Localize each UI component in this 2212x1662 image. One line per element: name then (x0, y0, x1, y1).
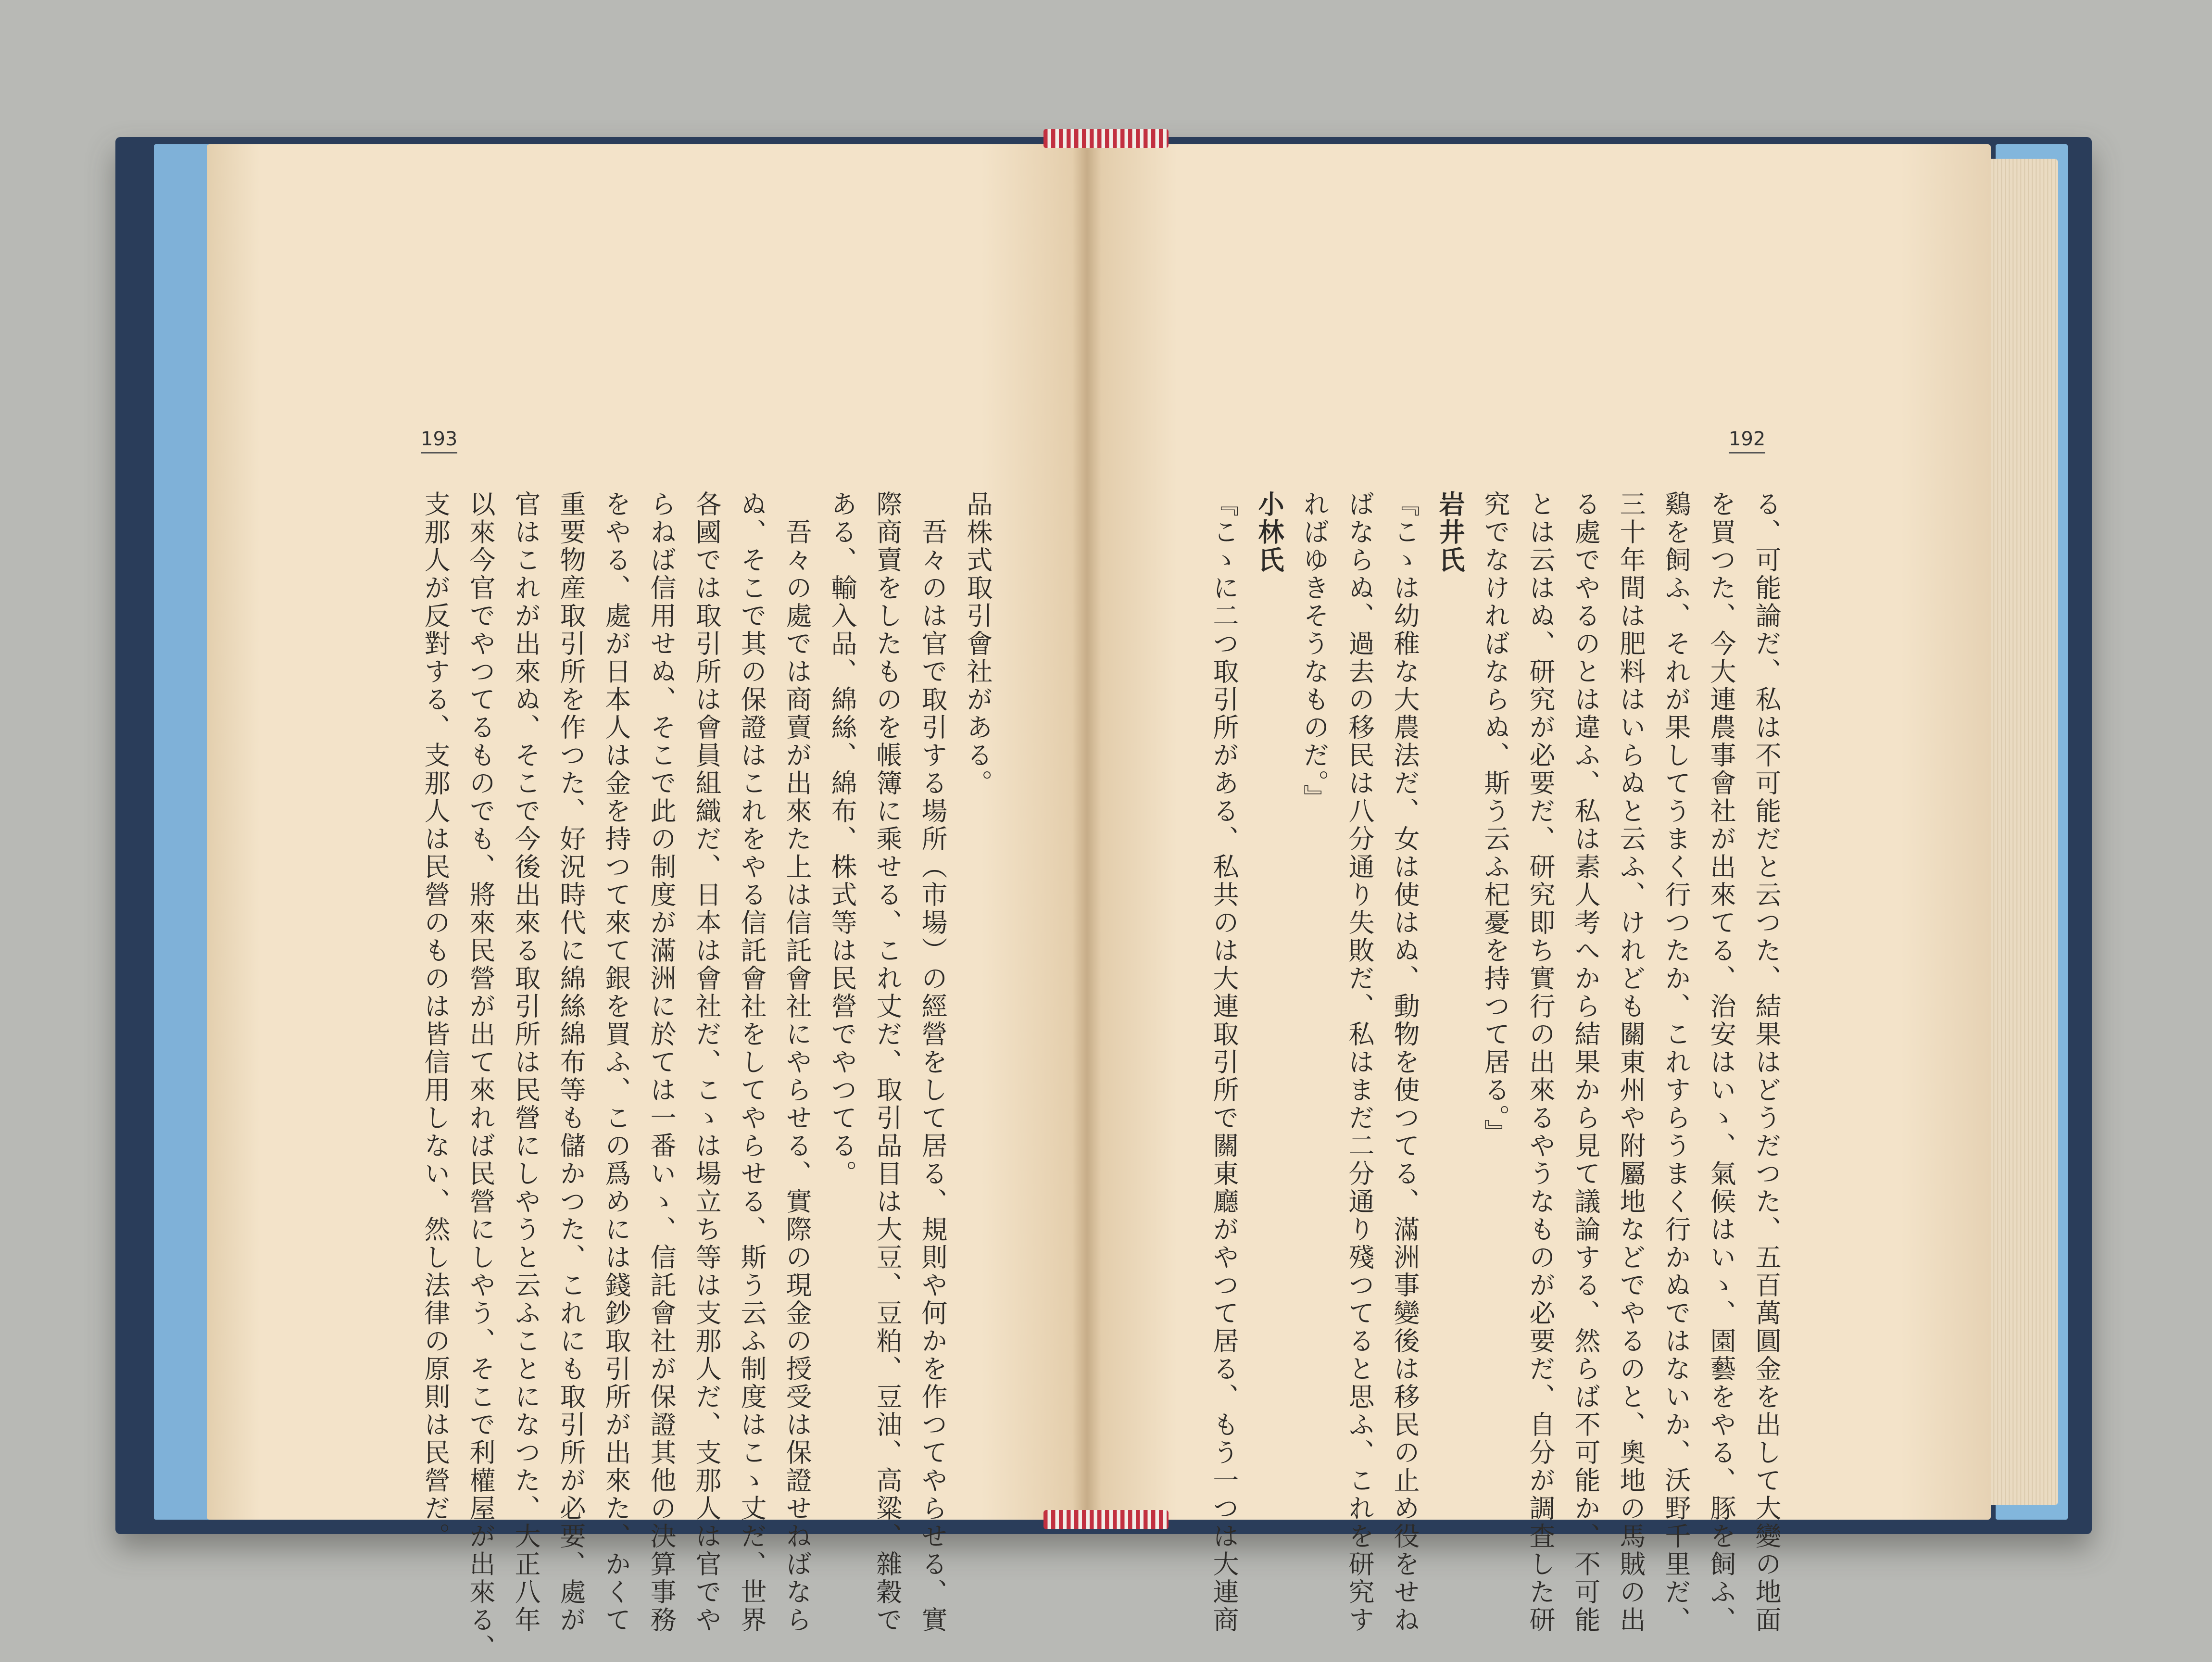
left-page-text-line: 重要物産取引所を作つた、好況時代に綿絲綿布等も儲かつた、これにも取引所が必要、處が (556, 491, 586, 1634)
left-page-text-line: らねば信用せぬ、そこで此の制度が滿洲に於ては一番いゝ、信託會社が保證其他の決算事務 (646, 491, 677, 1634)
left-page-text-line: 官はこれが出來ぬ、そこで今後出來る取引所は民營にしやうと云ふことになつた、大正八年 (511, 491, 541, 1634)
left-page-text-line: ある、輸入品、綿絲、綿布、株式等は民營でやつてる。 (827, 491, 857, 1188)
left-page-text-line: 各國では取引所は會員組織だ、日本は會社だ、こゝは場立ち等は支那人だ、支那人は官でや (691, 491, 722, 1634)
right-page-text-line: 究でなければならぬ、斯う云ふ杞憂を持つて居る。』 (1480, 491, 1510, 1147)
right-page-text-line: る、可能論だ、私は不可能だと云つた、結果はどうだつた、五百萬圓金を出して大變の地面 (1751, 491, 1782, 1634)
right-page-number: 192 (1729, 428, 1765, 453)
headband-bottom (1043, 1510, 1169, 1529)
left-page-text-line: 際商賣をしたものを帳簿に乘せる、これ丈だ、取引品目は大豆、豆粕、豆油、高粱、雜穀で (872, 491, 903, 1634)
left-page-text-line: 吾々の處では商賣が出來た上は信託會社にやらせる、實際の現金の授受は保證せねばなら (782, 491, 812, 1634)
left-page (207, 144, 1087, 1662)
right-page-text-line: 岩井氏 (1435, 491, 1465, 574)
right-page-text-line: 小林氏 (1254, 491, 1284, 574)
book-gutter (1072, 144, 1101, 1520)
left-page-text (413, 491, 1000, 1662)
right-page-text-line: る處でやるのとは違ふ、私は素人考へから結果から見て議論する、然らば不可能か、不可能 (1571, 491, 1601, 1634)
left-page-text-line: をやる、處が日本人は金を持つて來て銀を買ふ、この爲めには錢鈔取引所が出來た、かくて (601, 491, 631, 1634)
left-page-text-line: 以來今官でやつてるものでも、將來民營が出て來れば民營にしやう、そこで利權屋が出來る、 (465, 491, 496, 1662)
right-page-text-line: 鷄を飼ふ、それが果してうまく行つたか、これすらうまく行かぬではないか、沃野千里だ、 (1661, 491, 1691, 1634)
left-page-text-line: 品株式取引會社がある。 (963, 491, 993, 797)
right-page-text-line: とは云はぬ、研究が必要だ、研究即ち實行の出來るやうなものが必要だ、自分が調査した研 (1525, 491, 1556, 1634)
headband-top (1043, 129, 1169, 148)
right-page-text-line: 『こゝに二つ取引所がある、私共のは大連取引所で關東廳がやつて居る、もう一つは大連商 (1209, 491, 1239, 1634)
left-page-text-line: ぬ、そこで其の保證はこれをやる信託會社をしてやらせる、斯う云ふ制度はこゝ丈だ、世界 (737, 491, 767, 1634)
right-page-text-line: ばならぬ、過去の移民は八分通り失敗だ、私はまだ二分通り殘つてると思ふ、これを研究す (1345, 491, 1375, 1634)
left-page-number: 193 (421, 428, 457, 453)
right-page (1087, 144, 1991, 1634)
right-page-text-line: を買つた、今大連農事會社が出來てる、治安はいゝ、氣候はいゝ、園藝をやる、豚を飼ふ、 (1706, 491, 1736, 1634)
left-page-text-line: 支那人が反對する、支那人は民營のものは皆信用しない、然し法律の原則は民營だ。 (420, 491, 451, 1550)
left-page-text-line: 吾々のは官で取引する場所（市場）の經營をして居る、規則や何かを作つてやらせる、實 (917, 491, 948, 1634)
right-page-text (1201, 491, 1789, 1634)
right-page-text-line: ればゆきそうなものだ。』 (1299, 491, 1330, 812)
right-page-text-line: 三十年間は肥料はいらぬと云ふ、けれども關東州や附屬地などでやるのと、奧地の馬賊の出 (1616, 491, 1646, 1634)
right-page-text-line: 『こゝは幼稚な大農法だ、女は使はぬ、動物を使つてる、滿洲事變後は移民の止め役をせね (1390, 491, 1420, 1634)
